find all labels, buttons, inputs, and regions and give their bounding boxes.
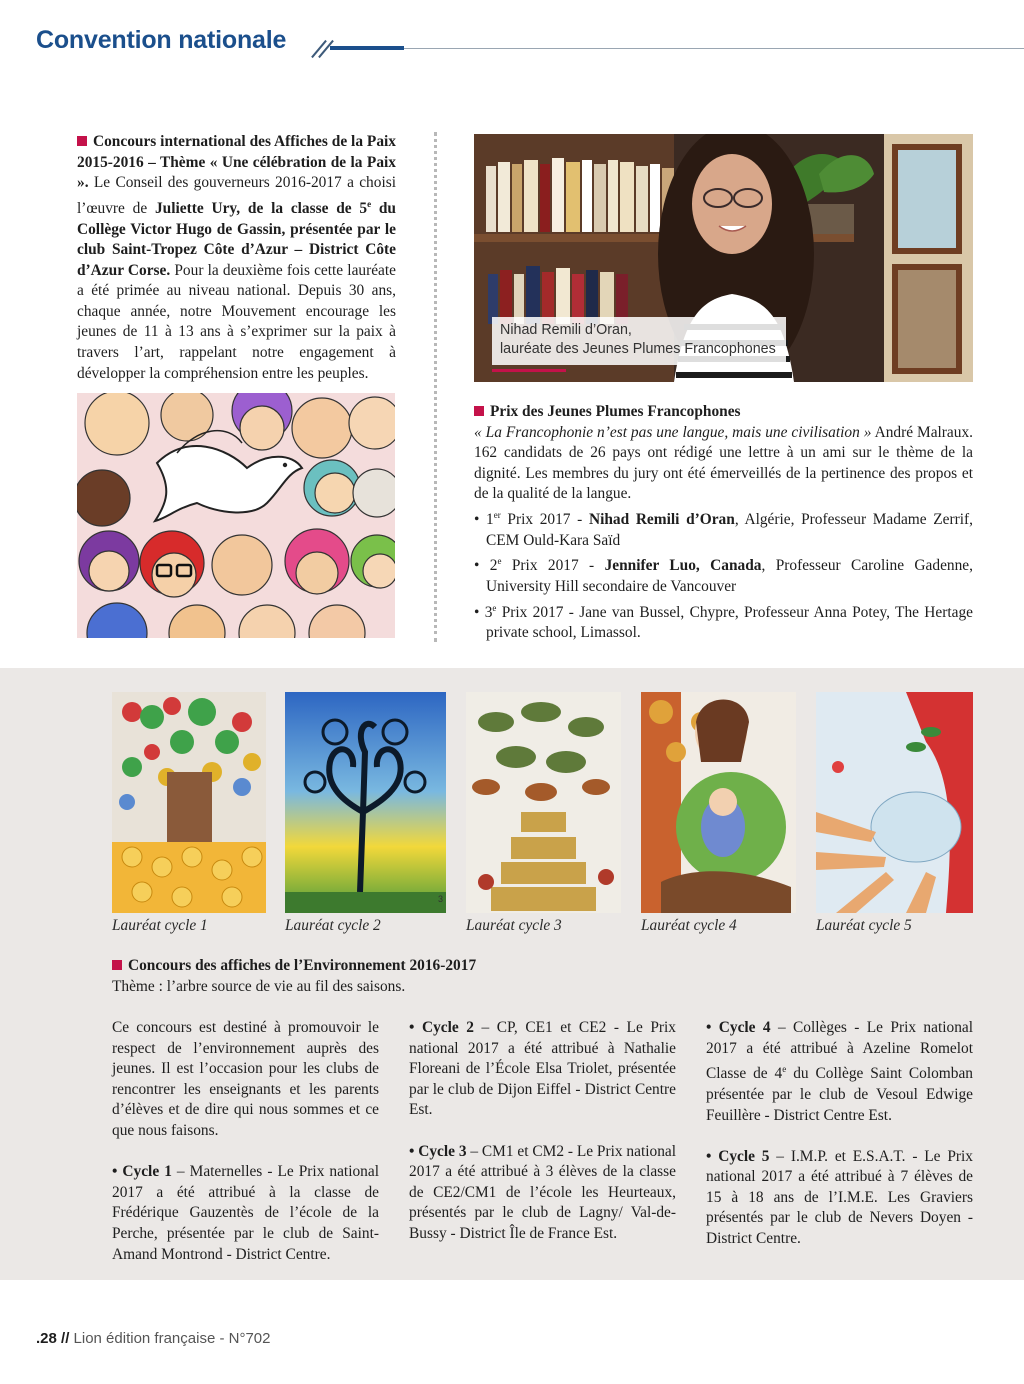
header-rule [404,48,1024,49]
gallery-tile-cycle-2 [285,692,446,913]
environment-column-3 [706,1018,973,1250]
caption-cycle-3: Lauréat cycle 3 [466,917,562,934]
magenta-square-icon [474,406,484,416]
cycle-1-item: • Cycle 1 – Maternelles - Le Prix national 2017 a été attribué à la classe de Frédérique Gauzentès de l’école de la Perche, présentée par le club de Saint-Amand Montrond - District Centre. [112,1163,379,1263]
caption-accent-line [492,369,566,372]
tile-2-number: 3 [438,894,444,904]
caption-cycle-4: Lauréat cycle 4 [641,917,737,934]
magenta-square-icon [112,960,122,970]
prize-1-item: • 1er Prix 2017 - Nihad Remili d’Oran, Algérie, Professeur Madame Zerrif, CEM Ould-Kara Saïd [474,509,973,549]
column-divider [434,132,437,642]
prize-3-item: • 3e Prix 2017 - Jane van Bussel, Chypre, Professeur Anna Potey, The Hertage private school, Limassol. [474,602,973,642]
photo-caption: Nihad Remili d’Oran, lauréate des Jeunes Plumes Francophones [492,317,786,365]
environment-column-2 [409,1018,676,1245]
magazine-name: Lion édition française - N°702 [73,1330,271,1347]
caption-cycle-5: Lauréat cycle 5 [816,917,912,934]
page-number: .28 [36,1330,57,1347]
caption-cycle-2: Lauréat cycle 2 [285,917,381,934]
prize-2-item: • 2e Prix 2017 - Jennifer Luo, Canada, Professeur Caroline Gadenne, University Hill secondaire de Vancouver [474,556,973,595]
peace-poster-paragraph: Concours international des Affiches de la Paix 2015-2016 – Thème « Une célébration de la Paix ». Le Conseil des gouverneurs 2016-2017 a choisi l’œuvre de Juliette Ury, de la classe de 5e du Collège Victor Hugo de Gassin, présentée par le club Saint-Tropez Côte d’Azur – District Côte d’Azur Corse. Pour la deuxième fois cette lauréate a été primée au niveau national. Depuis 30 ans, chaque année, notre Mouvement encourage les jeunes de 11 à 13 ans à s’exprimer sur la paix à travers l’art, rappelant notre engagement à développer la compréhension entre les peuples. [77,133,396,382]
page-footer: .28 // Lion édition française - N°702 [36,1330,271,1347]
header-slashes [312,38,336,64]
cycle-3-item: • Cycle 3 – CM1 et CM2 - Le Prix national 2017 a été attribué à 3 élèves de la classe de CE2/CM1 de l’école les Heurteaux, présentés par le club de Lagny/ Val-de-Bussy - District Île de France Est. [409,1142,676,1242]
environment-heading-block: Concours des affiches de l’Environnement 2016-2017 Thème : l’arbre source de vie au fil des saisons. [112,957,477,995]
caption-cycle-1: Lauréat cycle 1 [112,917,208,934]
gallery-tile-cycle-5 [816,692,973,913]
laureate-photo [474,134,973,382]
gallery-tile-cycle-4 [641,692,796,913]
cycle-4-item: • Cycle 4 – Collèges - Le Prix national 2017 a été attribué à Azeline Romelot Classe de 4e du Collège Saint Colomban présentée par le club de Vesoul Edwige Feuillère - District Centre Est. [706,1019,974,1124]
peace-poster-image [77,393,395,638]
page-section-title: Convention nationale [36,26,287,54]
magenta-square-icon [77,136,87,146]
jeunes-plumes-section: Prix des Jeunes Plumes Francophones « La Francophonie n’est pas une langue, mais une civilisation » André Malraux. 162 candidats de 26 pays ont rédigé une lettre à un ami sur le thème de la dignité. Les membres du jury ont été émerveillés de la pertinence des propos et de la qualité de la langue. • 1er Prix 2017 - Nihad Remili d’Oran, Algérie, Professeur Madame Zerrif, CEM Ould-Kara Saïd • 2e Prix 2017 - Jennifer Luo, Canada, Professeur Caroline Gadenne, University Hill secondaire de Vancouver • 3e Prix 2017 - Jane van Bussel, Chypre, Professeur Anna Potey, The Hertage private school, Limassol. [474,402,973,644]
gallery-tile-cycle-3 [466,692,621,913]
gallery-tile-cycle-1 [112,692,266,913]
cycle-5-item: • Cycle 5 – I.M.P. et E.S.A.T. - Le Prix national 2017 a été attribué à 7 élèves de 15 à 18 ans de l’I.M.E. Les Graviers présentés par le club de Nevers Doyen - District Centre. [706,1147,973,1248]
environment-column-1: Ce concours est destiné à promouvoir le respect de l’environnement auprès des jeunes. Il est l’occasion pour les clubs de rencontrer les enseignants et les parents d’élèves et de dire qui nous sommes et ce que nous faisons. • Cycle 1 – Maternelles - Le Prix national 2017 a été attribué à la classe de Frédérique Gauzentès de l’école de la Perche, présentée par le club de Saint-Amand Montrond - District Centre. [112,1018,379,1265]
header-accent-bar [330,46,404,50]
cycle-2-item: • Cycle 2 – CP, CE1 et CE2 - Le Prix national 2017 a été attribué à Nathalie Floreani de l’École Elsa Triolet, présentée par le club de Dijon Eiffel - District Centre Est. [409,1019,676,1119]
